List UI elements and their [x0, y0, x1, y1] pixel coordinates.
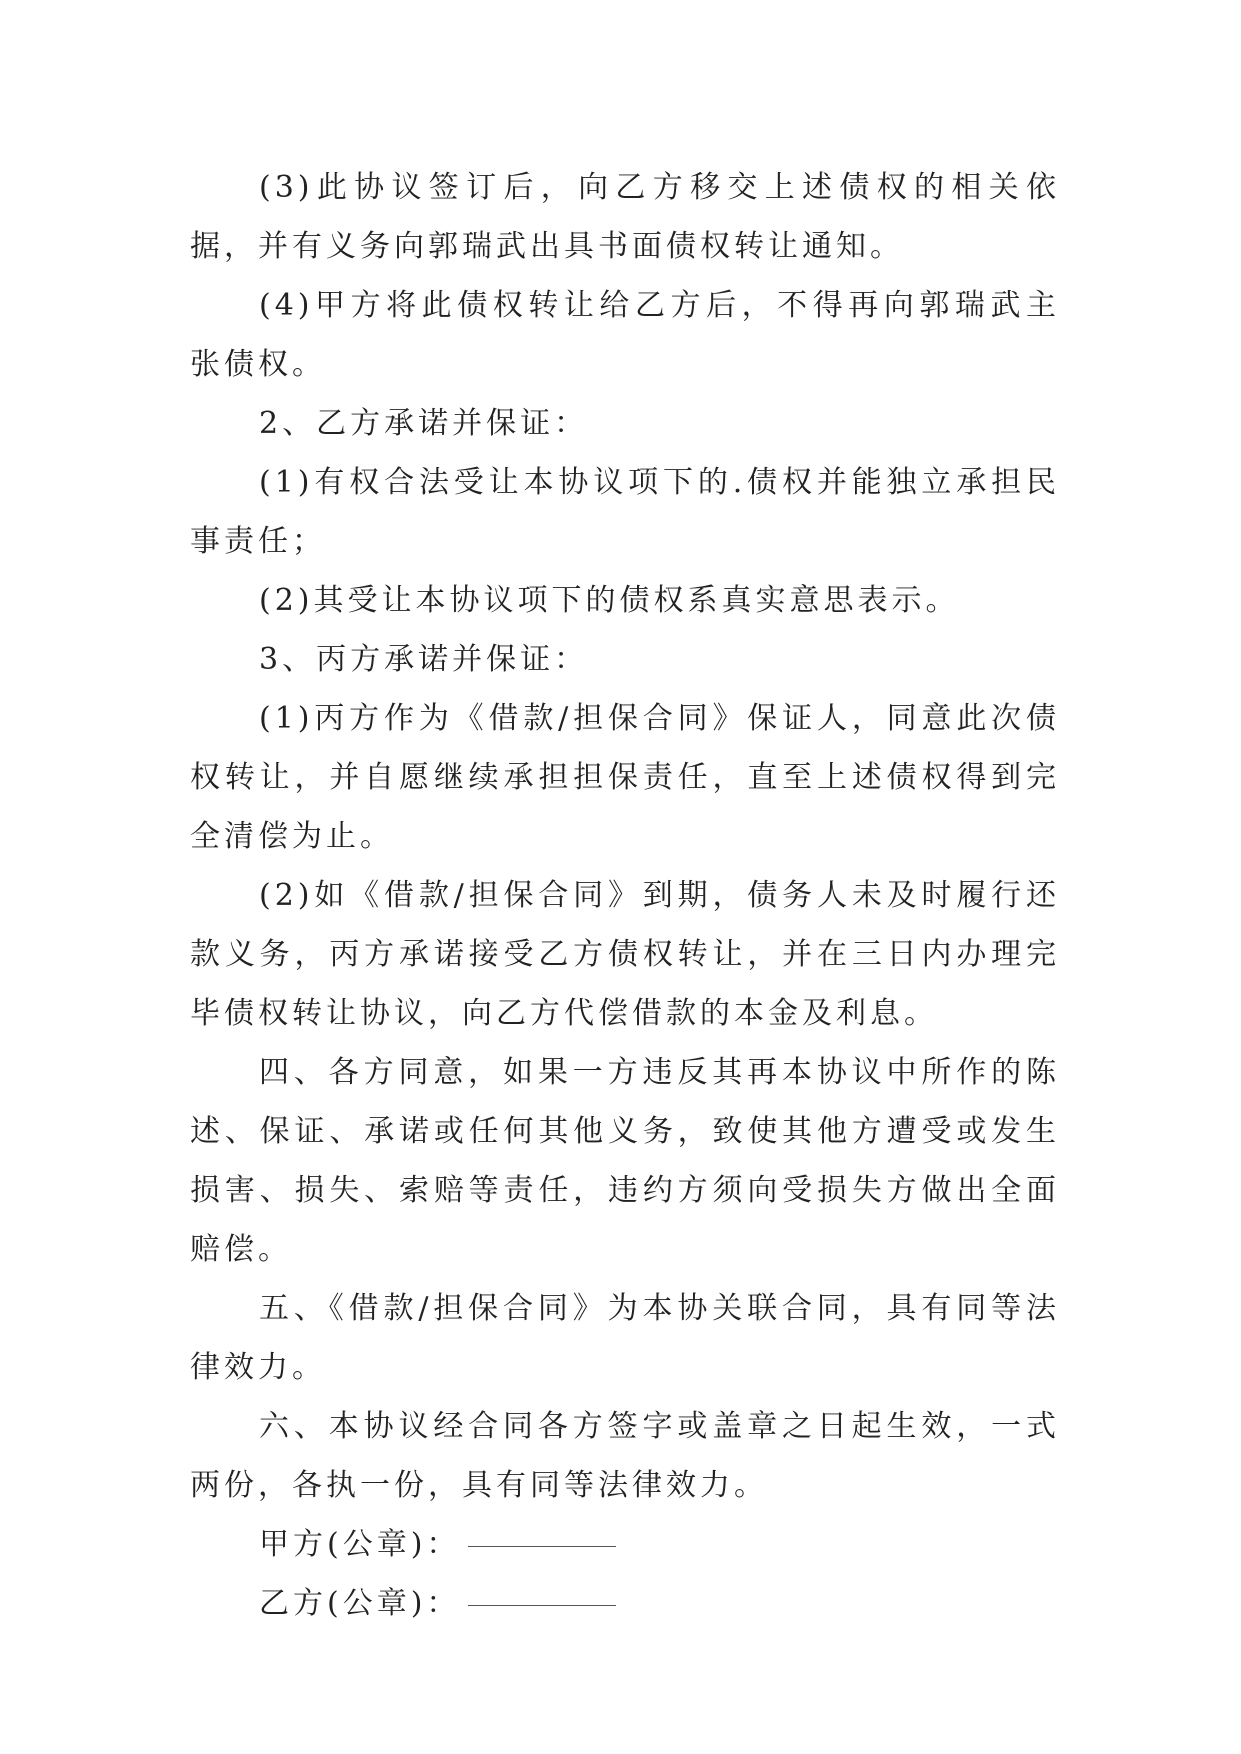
section-6: 六、本协议经合同各方签字或盖章之日起生效，一式两份，各执一份，具有同等法律效力。 — [190, 1409, 1060, 1503]
section-4: 四、各方同意，如果一方违反其再本协议中所作的陈述、保证、承诺或任何其他义务，致使其他方遭受或发生损害、损失、索赔等责任，违约方须向受损失方做出全面赔偿。 — [190, 1055, 1060, 1267]
party-a-label: 甲方(公章)： — [259, 1527, 461, 1562]
clause-2-1: (1)有权合法受让本协议项下的.债权并能独立承担民事责任； — [190, 465, 1060, 559]
clause-3-1: (1)丙方作为《借款/担保合同》保证人，同意此次债权转让，并自愿继续承担担保责任，直至上述债权得到完全清偿为止。 — [190, 701, 1060, 854]
party-b-signature-line — [190, 1574, 1060, 1633]
party-a-blank — [468, 1545, 616, 1547]
party-a-signature-line — [190, 1515, 1060, 1574]
section-5: 五、《借款/担保合同》为本协关联合同，具有同等法律效力。 — [190, 1291, 1060, 1385]
clause-3-2: (2)如《借款/担保合同》到期，债务人未及时履行还款义务，丙方承诺接受乙方债权转让，并在三日内办理完毕债权转让协议，向乙方代偿借款的本金及利息。 — [190, 878, 1060, 1031]
clause-1-3: (3)此协议签订后，向乙方移交上述债权的相关依据，并有义务向郭瑞武出具书面债权转让通知。 — [190, 170, 1060, 264]
clause-2-heading: 2、乙方承诺并保证： — [259, 406, 589, 441]
clause-3-heading: 3、丙方承诺并保证： — [259, 642, 589, 677]
party-b-label: 乙方(公章)： — [259, 1586, 461, 1621]
clause-1-4: (4)甲方将此债权转让给乙方后，不得再向郭瑞武主张债权。 — [190, 288, 1060, 382]
party-b-blank — [468, 1604, 616, 1606]
clause-2-2: (2)其受让本协议项下的债权系真实意思表示。 — [259, 583, 960, 618]
document-body — [190, 158, 1060, 1633]
